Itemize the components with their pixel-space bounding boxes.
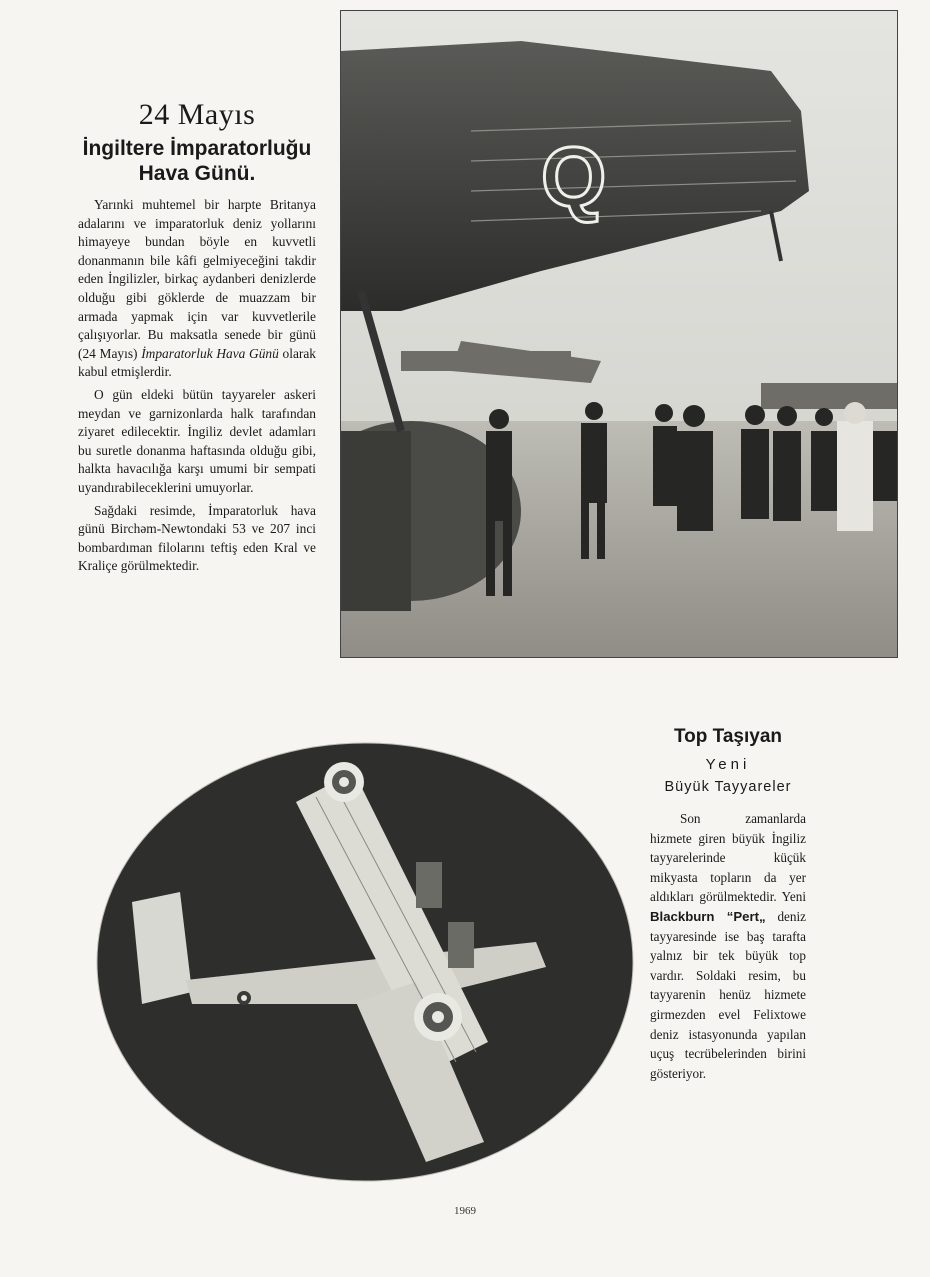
article2-subtitle-2: Büyük Tayyareler <box>664 779 792 795</box>
italic-phrase: İmparatorluk Hava Günü <box>141 345 279 361</box>
article-paragraph-2: O gün eldeki bütün tayyareler askeri meydan ve garnizonlarda halk tarafından ziyaret edilecektir. İngiliz devlet adamları bu suretle donanma haftasında olduğu gibi, halkta havacılığa karşı umumi bir sempati uyandırabileceklerini umuyorlar. <box>78 386 316 495</box>
photo-flying-boat <box>96 742 634 1182</box>
article2-paragraph: Son zamanlarda hizmete giren büyük İngiliz tayyarelerinde küçük mikyasta topların da yer aldıkları görülmektedir. Yeni Blackburn “Pert„ deniz tayyaresinde ise baş tarafta yalnız bir tek büyük top vardır. Soldaki resim, bu tayyarenin henüz hizmete girmezden evel Felixtowe deniz istasyonunda yapılan uçuş tecrübelerinden birini gösteriyor. <box>650 811 807 1081</box>
article-title: 24 Mayıs <box>138 98 256 131</box>
photo-royal-inspection <box>340 10 898 658</box>
aircraft-name: Blackburn “Pert„ <box>650 908 766 924</box>
flying-boat-photo-graphic <box>96 742 634 1182</box>
article-subtitle: İngiltere İmparatorluğu Hava Günü. <box>82 137 312 185</box>
article-paragraph-1: Yarınki muhtemel bir harpte Britanya adalarını ve imparatorluk deniz yollarını himayeye bundan böyle en kuvvetli donanmanın bile kâfi gelmiyeceğini takdir eden İngilizler, birkaç aydanberi denizlerde olduğu gibi göklerde de muazzam bir armada yapmak için var kuvvetlerile çalışıyorlar. Bu maksatla senede bir günü (24 Mayıs) İmparatorluk Hava Günü olarak kabul etmişlerdir. <box>78 197 316 380</box>
article-body <box>78 196 316 576</box>
page-number: 1969 <box>454 1205 476 1217</box>
aircraft-letter-marking: Q <box>541 130 607 224</box>
article2-body <box>650 809 806 1083</box>
article-new-aircraft <box>650 724 806 1087</box>
article-paragraph-3: Sağdaki resimde, İmparatorluk hava günü Birchəm-Newtondaki 53 ve 207 inci bombardıman filolarını teftiş eden Kral ve Kraliçe görülmektedir. <box>78 502 316 574</box>
article-air-day <box>78 98 316 580</box>
inspection-photo-graphic <box>341 11 897 657</box>
article2-subtitle-1: Yeni <box>705 756 751 773</box>
article2-title: Top Taşıyan <box>673 726 783 747</box>
